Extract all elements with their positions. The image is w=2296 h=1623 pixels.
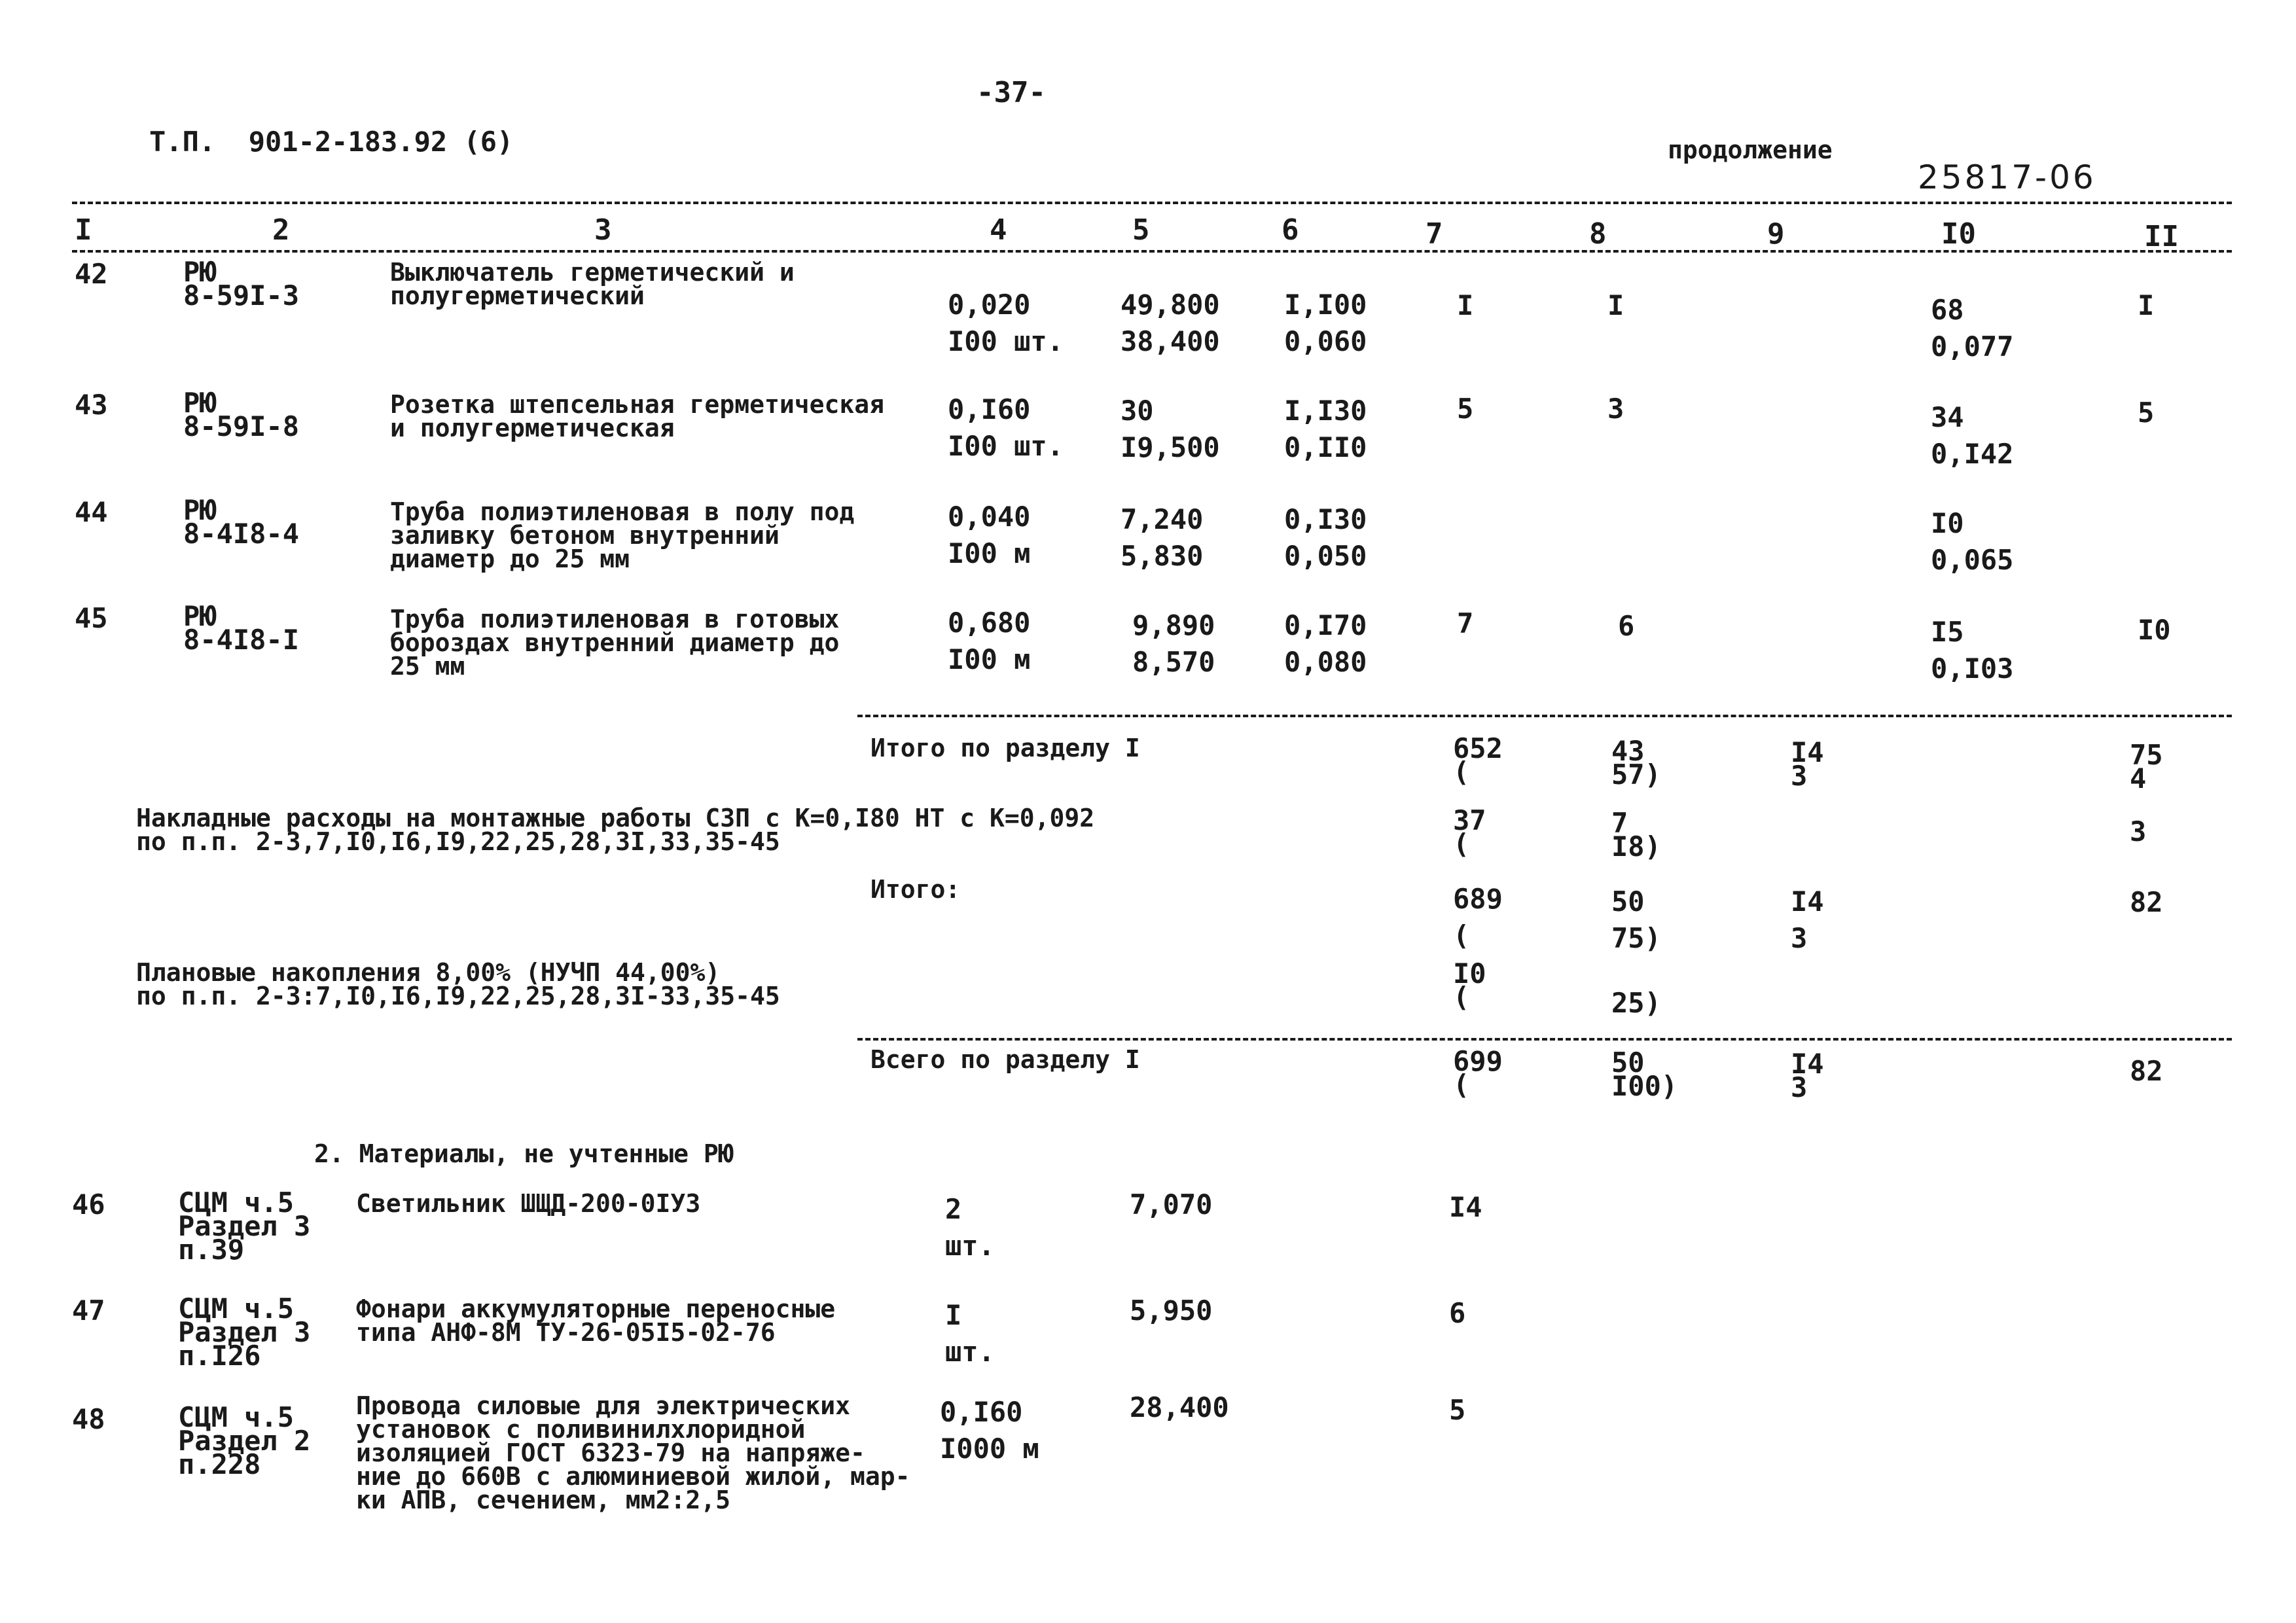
row-col10: I5 0,I03 <box>1931 616 2014 685</box>
subtotal-section-col11: 75 4 <box>2130 739 2163 794</box>
overhead-col11: 3 <box>2130 815 2147 847</box>
row-code: РЮ 8-59I-3 <box>183 256 300 312</box>
row-code: РЮ 8-59I-8 <box>183 387 300 442</box>
row-col5: 5,950 <box>1130 1294 1213 1327</box>
row-name: Выключатель герметический и полугерметический <box>390 258 795 310</box>
row-col11: I <box>2138 289 2155 321</box>
row-name: Труба полиэтиленовая в готовых бороздах внутренний диаметр до 25 мм <box>390 605 840 681</box>
overhead-label: Накладные расходы на монтажные работы СЗП с К=0,I80 НТ с К=0,092 по п.п. 2-3,7,I0,I6,I9,22,25,28,3I,33,35-45 <box>136 804 1095 856</box>
column-header-7: 7 <box>1426 217 1443 251</box>
continuation-label: продолжение <box>1668 135 1833 164</box>
row-col6: 0,I30 0,050 <box>1284 503 1367 572</box>
row-col8: 6 <box>1618 610 1635 642</box>
row-code: РЮ 8-4I8-I <box>183 600 300 656</box>
row-number: 43 <box>75 389 108 421</box>
row-name: Провода силовые для электрических установок с поливинилхлоридной изоляцией ГОСТ 6323-79 на напряже- ние до 660В с алюминиевой жилой, мар- ки АПВ, сечением, мм2:2,5 <box>356 1391 910 1514</box>
row-col4: 0,020 I00 шт. <box>948 289 1064 357</box>
row-col10: 34 0,I42 <box>1931 401 2014 470</box>
overhead-col8: 7 I8) <box>1611 807 1661 863</box>
subtotal-section-col8: 43 57) <box>1611 735 1661 791</box>
row-col4: 0,040 I00 м <box>948 501 1031 569</box>
section-2-title: 2. Материалы, не учтенные РЮ <box>314 1139 734 1168</box>
planned-savings-label: Плановые накопления 8,00% (НУЧП 44,00%) по п.п. 2-3:7,I0,I6,I9,22,25,28,3I-33,35-45 <box>136 958 780 1010</box>
column-header-9: 9 <box>1767 217 1785 251</box>
page-number: -37- <box>977 76 1046 109</box>
subtotal-section-label: Итого по разделу I <box>870 734 1140 762</box>
total-col9: I4 3 <box>1791 885 1824 954</box>
grand-total-col8: 50 I00) <box>1611 1046 1678 1102</box>
row-col4: 2 шт. <box>945 1193 995 1262</box>
row-code: СЦМ ч.5 Раздел 2 п.228 <box>178 1401 311 1480</box>
total-col8: 50 75) <box>1611 885 1661 954</box>
subtotal-section-col7: 652 ( <box>1453 732 1503 788</box>
row-col7: I <box>1457 289 1474 321</box>
row-col7: I4 <box>1449 1191 1482 1223</box>
row-col4: 0,I60 I000 м <box>940 1396 1039 1465</box>
inventory-number: 25817-06 <box>1918 158 2096 196</box>
row-col11: I0 <box>2138 614 2171 646</box>
row-col7: 6 <box>1449 1297 1466 1329</box>
row-col7: 7 <box>1457 607 1474 639</box>
row-col4: 0,I60 I00 шт. <box>948 393 1064 462</box>
header-top-rule <box>72 202 2232 204</box>
row-name: Розетка штепсельная герметическая и полугерметическая <box>390 390 884 442</box>
row-col5: 30 I9,500 <box>1121 395 1220 463</box>
row-col5: 9,890 8,570 <box>1132 609 1215 678</box>
column-header-11: II <box>2144 220 2179 253</box>
row-col4: 0,680 I00 м <box>948 607 1031 675</box>
grand-total-label: Всего по разделу I <box>870 1045 1140 1074</box>
row-number: 46 <box>72 1188 105 1221</box>
row-col6: 0,I70 0,080 <box>1284 609 1367 678</box>
row-col4: I шт. <box>945 1299 995 1368</box>
subtotal-rule <box>857 715 2232 717</box>
row-col7: 5 <box>1457 393 1474 425</box>
column-header-5: 5 <box>1132 213 1150 247</box>
grand-total-col7: 699 ( <box>1453 1045 1503 1101</box>
row-name: Светильник ШЩД-200-0IУ3 <box>356 1189 701 1218</box>
row-code: СЦМ ч.5 Раздел 3 п.39 <box>178 1186 311 1266</box>
row-col11: 5 <box>2138 397 2155 429</box>
row-name: Труба полиэтиленовая в полу под заливку бетоном внутренний диаметр до 25 мм <box>390 497 855 573</box>
row-name: Фонари аккумуляторные переносные типа АНФ-8М ТУ-26-05I5-02-76 <box>356 1294 836 1347</box>
header-bottom-rule <box>72 250 2232 253</box>
column-header-3: 3 <box>594 213 612 247</box>
overhead-col7: 37 ( <box>1453 804 1486 860</box>
row-number: 44 <box>75 496 108 528</box>
row-col10: 68 0,077 <box>1931 294 2014 363</box>
row-col6: I,I30 0,II0 <box>1284 395 1367 463</box>
row-code: СЦМ ч.5 Раздел 3 п.I26 <box>178 1293 311 1372</box>
column-header-4: 4 <box>990 213 1007 247</box>
row-number: 47 <box>72 1294 105 1327</box>
row-col7: 5 <box>1449 1394 1466 1426</box>
row-col6: I,I00 0,060 <box>1284 289 1367 357</box>
grand-total-col9: I4 3 <box>1791 1048 1824 1103</box>
column-header-1: I <box>75 213 92 247</box>
column-header-8: 8 <box>1589 217 1607 251</box>
row-number: 48 <box>72 1403 105 1435</box>
row-col5: 49,800 38,400 <box>1121 289 1220 357</box>
document-code: Т.П. 901-2-183.92 (6) <box>149 126 514 158</box>
column-header-2: 2 <box>272 213 290 247</box>
row-code: РЮ 8-4I8-4 <box>183 494 300 550</box>
row-col5: 28,400 <box>1130 1391 1229 1423</box>
subtotal-section-col9: I4 3 <box>1791 736 1824 792</box>
total-col11: 82 <box>2130 886 2163 918</box>
row-number: 45 <box>75 602 108 634</box>
grand-total-rule <box>857 1038 2232 1041</box>
planned-savings-col7: I0 ( <box>1453 957 1486 1013</box>
row-col5: 7,070 <box>1130 1188 1213 1221</box>
total-label: Итого: <box>870 875 961 904</box>
row-number: 42 <box>75 258 108 290</box>
row-col8: I <box>1607 289 1624 321</box>
row-col10: I0 0,065 <box>1931 507 2014 576</box>
column-header-6: 6 <box>1282 213 1299 247</box>
row-col5: 7,240 5,830 <box>1121 503 1204 572</box>
row-col8: 3 <box>1607 393 1624 425</box>
planned-savings-col8: 25) <box>1611 987 1661 1019</box>
column-header-10: I0 <box>1941 217 1976 251</box>
grand-total-col11: 82 <box>2130 1055 2163 1087</box>
total-col7: 689 ( <box>1453 883 1503 952</box>
